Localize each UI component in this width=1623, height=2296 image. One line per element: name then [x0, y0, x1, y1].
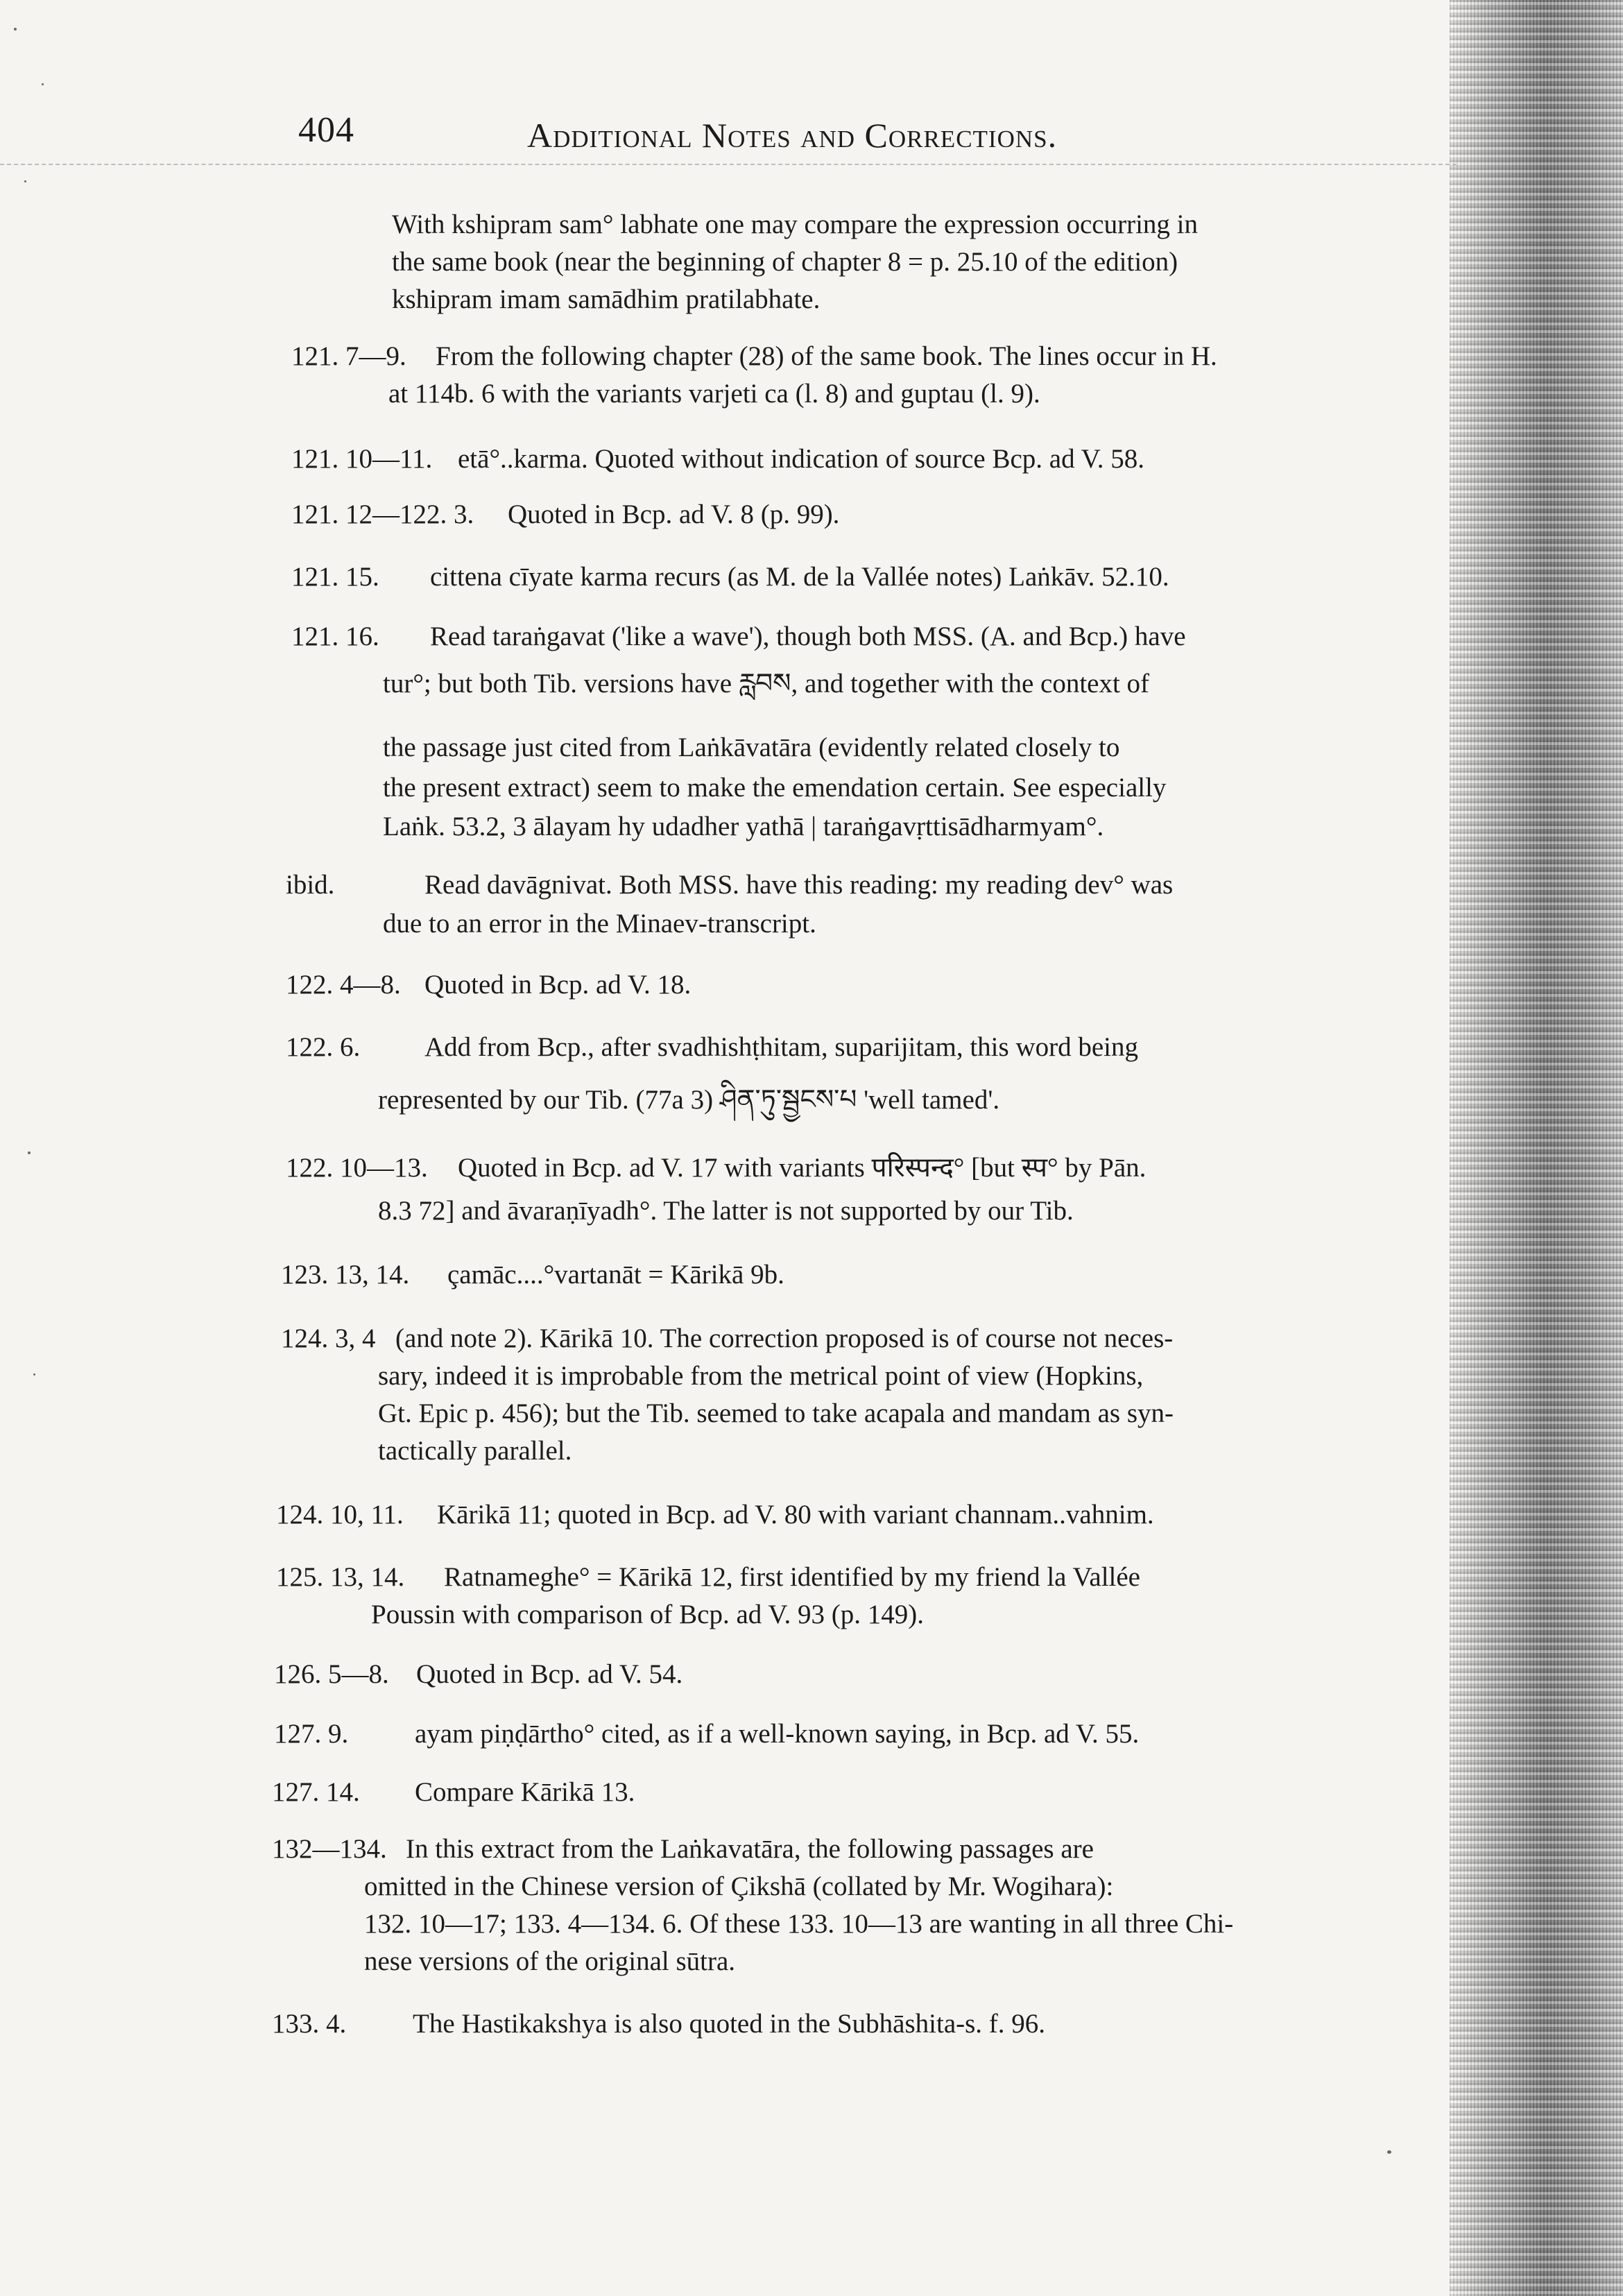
note-line: at 114b. 6 with the variants varjeti ca (l. 8) and guptau (l. 9).: [388, 379, 1040, 409]
speck: [24, 180, 26, 182]
note-ref: 125. 13, 14.: [276, 1562, 405, 1592]
speck: [42, 83, 44, 85]
note-line: sary, indeed it is improbable from the metrical point of view (Hopkins,: [378, 1361, 1144, 1391]
running-title: Additional Notes and Corrections.: [527, 116, 1058, 155]
note-ref: ibid.: [286, 870, 335, 900]
note-line: Read taraṅgavat ('like a wave'), though both MSS. (A. and Bcp.) have: [430, 622, 1186, 651]
note-ref: 123. 13, 14.: [281, 1260, 410, 1290]
speck: [1387, 2150, 1391, 2154]
speck: [33, 1373, 35, 1376]
note-ref: 121. 16.: [291, 622, 379, 651]
note-line: Read davāgnivat. Both MSS. have this reading: my reading dev° was: [424, 870, 1174, 900]
note-line: the present extract) seem to make the emendation certain. See especially: [383, 773, 1167, 803]
note-line: Ratnameghe° = Kārikā 12, first identified by my friend la Vallée: [444, 1562, 1140, 1592]
note-line: tur°; but both Tib. versions have རླབས, and together with the context of: [383, 669, 1150, 699]
note-line: (and note 2). Kārikā 10. The correction proposed is of course not neces-: [395, 1323, 1174, 1353]
note-line: Quoted in Bcp. ad V. 8 (p. 99).: [508, 499, 840, 529]
note-line: The Hastikakshya is also quoted in the Subhāshita-s. f. 96.: [413, 2009, 1046, 2039]
note-line: 8.3 72] and āvaraṇīyadh°. The latter is not supported by our Tib.: [378, 1196, 1074, 1226]
note-line: cittena cīyate karma recurs (as M. de la Vallée notes) Laṅkāv. 52.10.: [430, 562, 1169, 592]
note-ref: 132—134.: [272, 1834, 387, 1864]
note-line: Quoted in Bcp. ad V. 54.: [416, 1659, 683, 1689]
note-line: Poussin with comparison of Bcp. ad V. 93 (p. 149).: [371, 1600, 924, 1629]
note-line: Quoted in Bcp. ad V. 18.: [424, 970, 692, 1000]
note-line: From the following chapter (28) of the same book. The lines occur in H.: [436, 341, 1217, 371]
note-ref: 121. 7—9.: [291, 341, 406, 371]
note-ref: 121. 12—122. 3.: [291, 499, 474, 529]
note-line: çamāc....°vartanāt = Kārikā 9b.: [447, 1260, 784, 1290]
note-line: due to an error in the Minaev-transcript.: [383, 909, 816, 939]
note-ref: 126. 5—8.: [274, 1659, 389, 1689]
speck: [14, 28, 17, 31]
page-edge-shadow: [1450, 0, 1623, 2296]
note-line: the passage just cited from Laṅkāvatāra (evidently related closely to: [383, 733, 1120, 762]
note-line: represented by our Tib. (77a 3) ཤིན་ཏུ་སྦྱངས་པ 'well tamed'.: [378, 1085, 1000, 1115]
page-number: 404: [298, 110, 354, 150]
note-line: omitted in the Chinese version of Çikshā (collated by Mr. Wogihara):: [364, 1871, 1114, 1901]
note-ref: 124. 10, 11.: [276, 1500, 404, 1530]
note-ref: 133. 4.: [272, 2009, 347, 2039]
note-line: ayam piṇḍārtho° cited, as if a well-known saying, in Bcp. ad V. 55.: [415, 1719, 1140, 1749]
note-line: tactically parallel.: [378, 1436, 572, 1466]
speck: [28, 1151, 31, 1154]
note-line: Quoted in Bcp. ad V. 17 with variants परिस्पन्द° [but स्प° by Pān.: [458, 1153, 1147, 1183]
note-ref: 124. 3, 4: [281, 1323, 376, 1353]
note-ref: 121. 15.: [291, 562, 379, 592]
intro-line-2: the same book (near the beginning of chapter 8 = p. 25.10 of the edition): [392, 247, 1178, 277]
note-line: Laṅk. 53.2, 3 ālayam hy udadher yathā | taraṅgavṛttisādharmyam°.: [383, 812, 1104, 841]
note-ref: 122. 10—13.: [286, 1153, 428, 1183]
note-ref: 127. 9.: [274, 1719, 349, 1749]
intro-line-1: With kshipram sam° labhate one may compare the expression occurring in: [392, 209, 1199, 239]
header-rule: [0, 164, 1457, 165]
note-ref: 122. 4—8.: [286, 970, 401, 1000]
note-line: etā°..karma. Quoted without indication of source Bcp. ad V. 58.: [458, 444, 1145, 474]
intro-line-3: kshipram imam samādhim pratilabhate.: [392, 284, 821, 314]
note-line: Compare Kārikā 13.: [415, 1777, 635, 1807]
page-header: [298, 110, 1408, 165]
note-line: 132. 10—17; 133. 4—134. 6. Of these 133. 10—13 are wanting in all three Chi-: [364, 1909, 1234, 1939]
note-line: Kārikā 11; quoted in Bcp. ad V. 80 with variant channam..vahnim.: [437, 1500, 1154, 1530]
note-ref: 121. 10—11.: [291, 444, 433, 474]
note-line: Gt. Epic p. 456); but the Tib. seemed to take acapala and mandam as syn-: [378, 1398, 1174, 1428]
note-line: nese versions of the original sūtra.: [364, 1946, 736, 1976]
note-line: In this extract from the Laṅkavatāra, the following passages are: [406, 1834, 1094, 1864]
note-line: Add from Bcp., after svadhishṭhitam, suparijitam, this word being: [424, 1032, 1138, 1062]
note-ref: 122. 6.: [286, 1032, 361, 1062]
note-ref: 127. 14.: [272, 1777, 360, 1807]
